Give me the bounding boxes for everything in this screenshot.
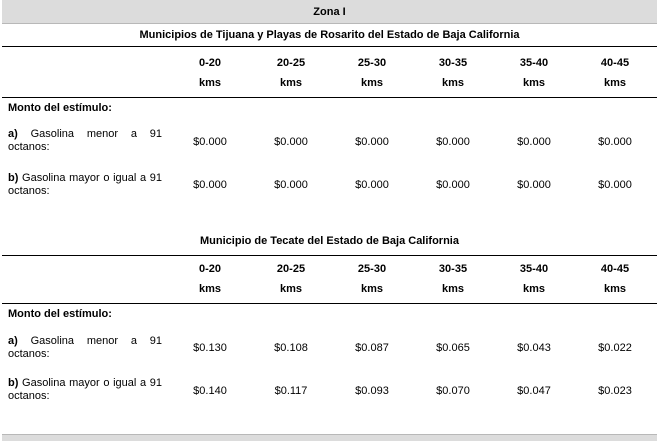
row-label <box>8 128 162 154</box>
unit-header: kms <box>603 77 627 89</box>
unit-header: kms <box>279 283 303 295</box>
range-header: 30-35 <box>438 57 468 69</box>
range-header: 25-30 <box>357 263 387 275</box>
value-cell: $0.022 <box>598 342 632 354</box>
unit-header: kms <box>360 77 384 89</box>
value-cell: $0.108 <box>274 342 308 354</box>
row-label <box>8 377 162 403</box>
value-cell: $0.087 <box>355 342 389 354</box>
range-header: 20-25 <box>276 57 306 69</box>
range-header: 40-45 <box>600 57 630 69</box>
range-header: 25-30 <box>357 57 387 69</box>
row-label <box>8 335 162 361</box>
zone-header <box>2 0 657 24</box>
document-frame <box>2 0 657 440</box>
row-text: Gasolina menor a 91 octanos: <box>8 335 162 360</box>
unit-header: kms <box>279 77 303 89</box>
value-cell: $0.000 <box>598 136 632 148</box>
value-cell: $0.000 <box>436 136 470 148</box>
row-letter: b) <box>8 377 19 389</box>
value-cell: $0.093 <box>355 385 389 397</box>
unit-header: kms <box>441 283 465 295</box>
row-text: Gasolina menor a 91 octanos: <box>8 128 162 153</box>
divider <box>2 303 657 304</box>
range-header: 0-20 <box>198 263 222 275</box>
value-cell: $0.140 <box>193 385 227 397</box>
value-cell: $0.130 <box>193 342 227 354</box>
unit-header: kms <box>603 283 627 295</box>
range-header: 30-35 <box>438 263 468 275</box>
value-cell: $0.070 <box>436 385 470 397</box>
row-text: Gasolina mayor o igual a 91 octanos: <box>8 172 162 197</box>
range-header: 0-20 <box>198 57 222 69</box>
value-cell: $0.000 <box>436 179 470 191</box>
value-cell: $0.000 <box>598 179 632 191</box>
divider <box>2 97 657 98</box>
section-title: Municipio de Tecate del Estado de Baja California <box>200 235 459 247</box>
value-cell: $0.000 <box>517 136 551 148</box>
range-header: 40-45 <box>600 263 630 275</box>
monto-label: Monto del estímulo: <box>8 308 112 320</box>
value-cell: $0.065 <box>436 342 470 354</box>
value-cell: $0.000 <box>274 179 308 191</box>
value-cell: $0.000 <box>193 136 227 148</box>
row-label <box>8 172 162 198</box>
value-cell: $0.000 <box>355 179 389 191</box>
section-title: Municipios de Tijuana y Playas de Rosarito del Estado de Baja California <box>139 29 520 41</box>
row-letter: a) <box>8 335 18 347</box>
unit-header: kms <box>198 283 222 295</box>
unit-header: kms <box>360 283 384 295</box>
value-cell: $0.000 <box>193 179 227 191</box>
zone-title: Zona I <box>313 5 346 18</box>
unit-header: kms <box>522 77 546 89</box>
monto-label: Monto del estímulo: <box>8 102 112 114</box>
divider <box>2 46 657 47</box>
value-cell: $0.047 <box>517 385 551 397</box>
value-cell: $0.043 <box>517 342 551 354</box>
range-header: 20-25 <box>276 263 306 275</box>
unit-header: kms <box>441 77 465 89</box>
row-letter: b) <box>8 172 19 184</box>
value-cell: $0.023 <box>598 385 632 397</box>
row-text: Gasolina mayor o igual a 91 octanos: <box>8 377 162 402</box>
row-letter: a) <box>8 128 18 140</box>
range-header: 35-40 <box>519 57 549 69</box>
unit-header: kms <box>198 77 222 89</box>
value-cell: $0.000 <box>355 136 389 148</box>
value-cell: $0.000 <box>274 136 308 148</box>
value-cell: $0.117 <box>274 385 308 397</box>
unit-header: kms <box>522 283 546 295</box>
divider <box>2 255 657 256</box>
range-header: 35-40 <box>519 263 549 275</box>
value-cell: $0.000 <box>517 179 551 191</box>
